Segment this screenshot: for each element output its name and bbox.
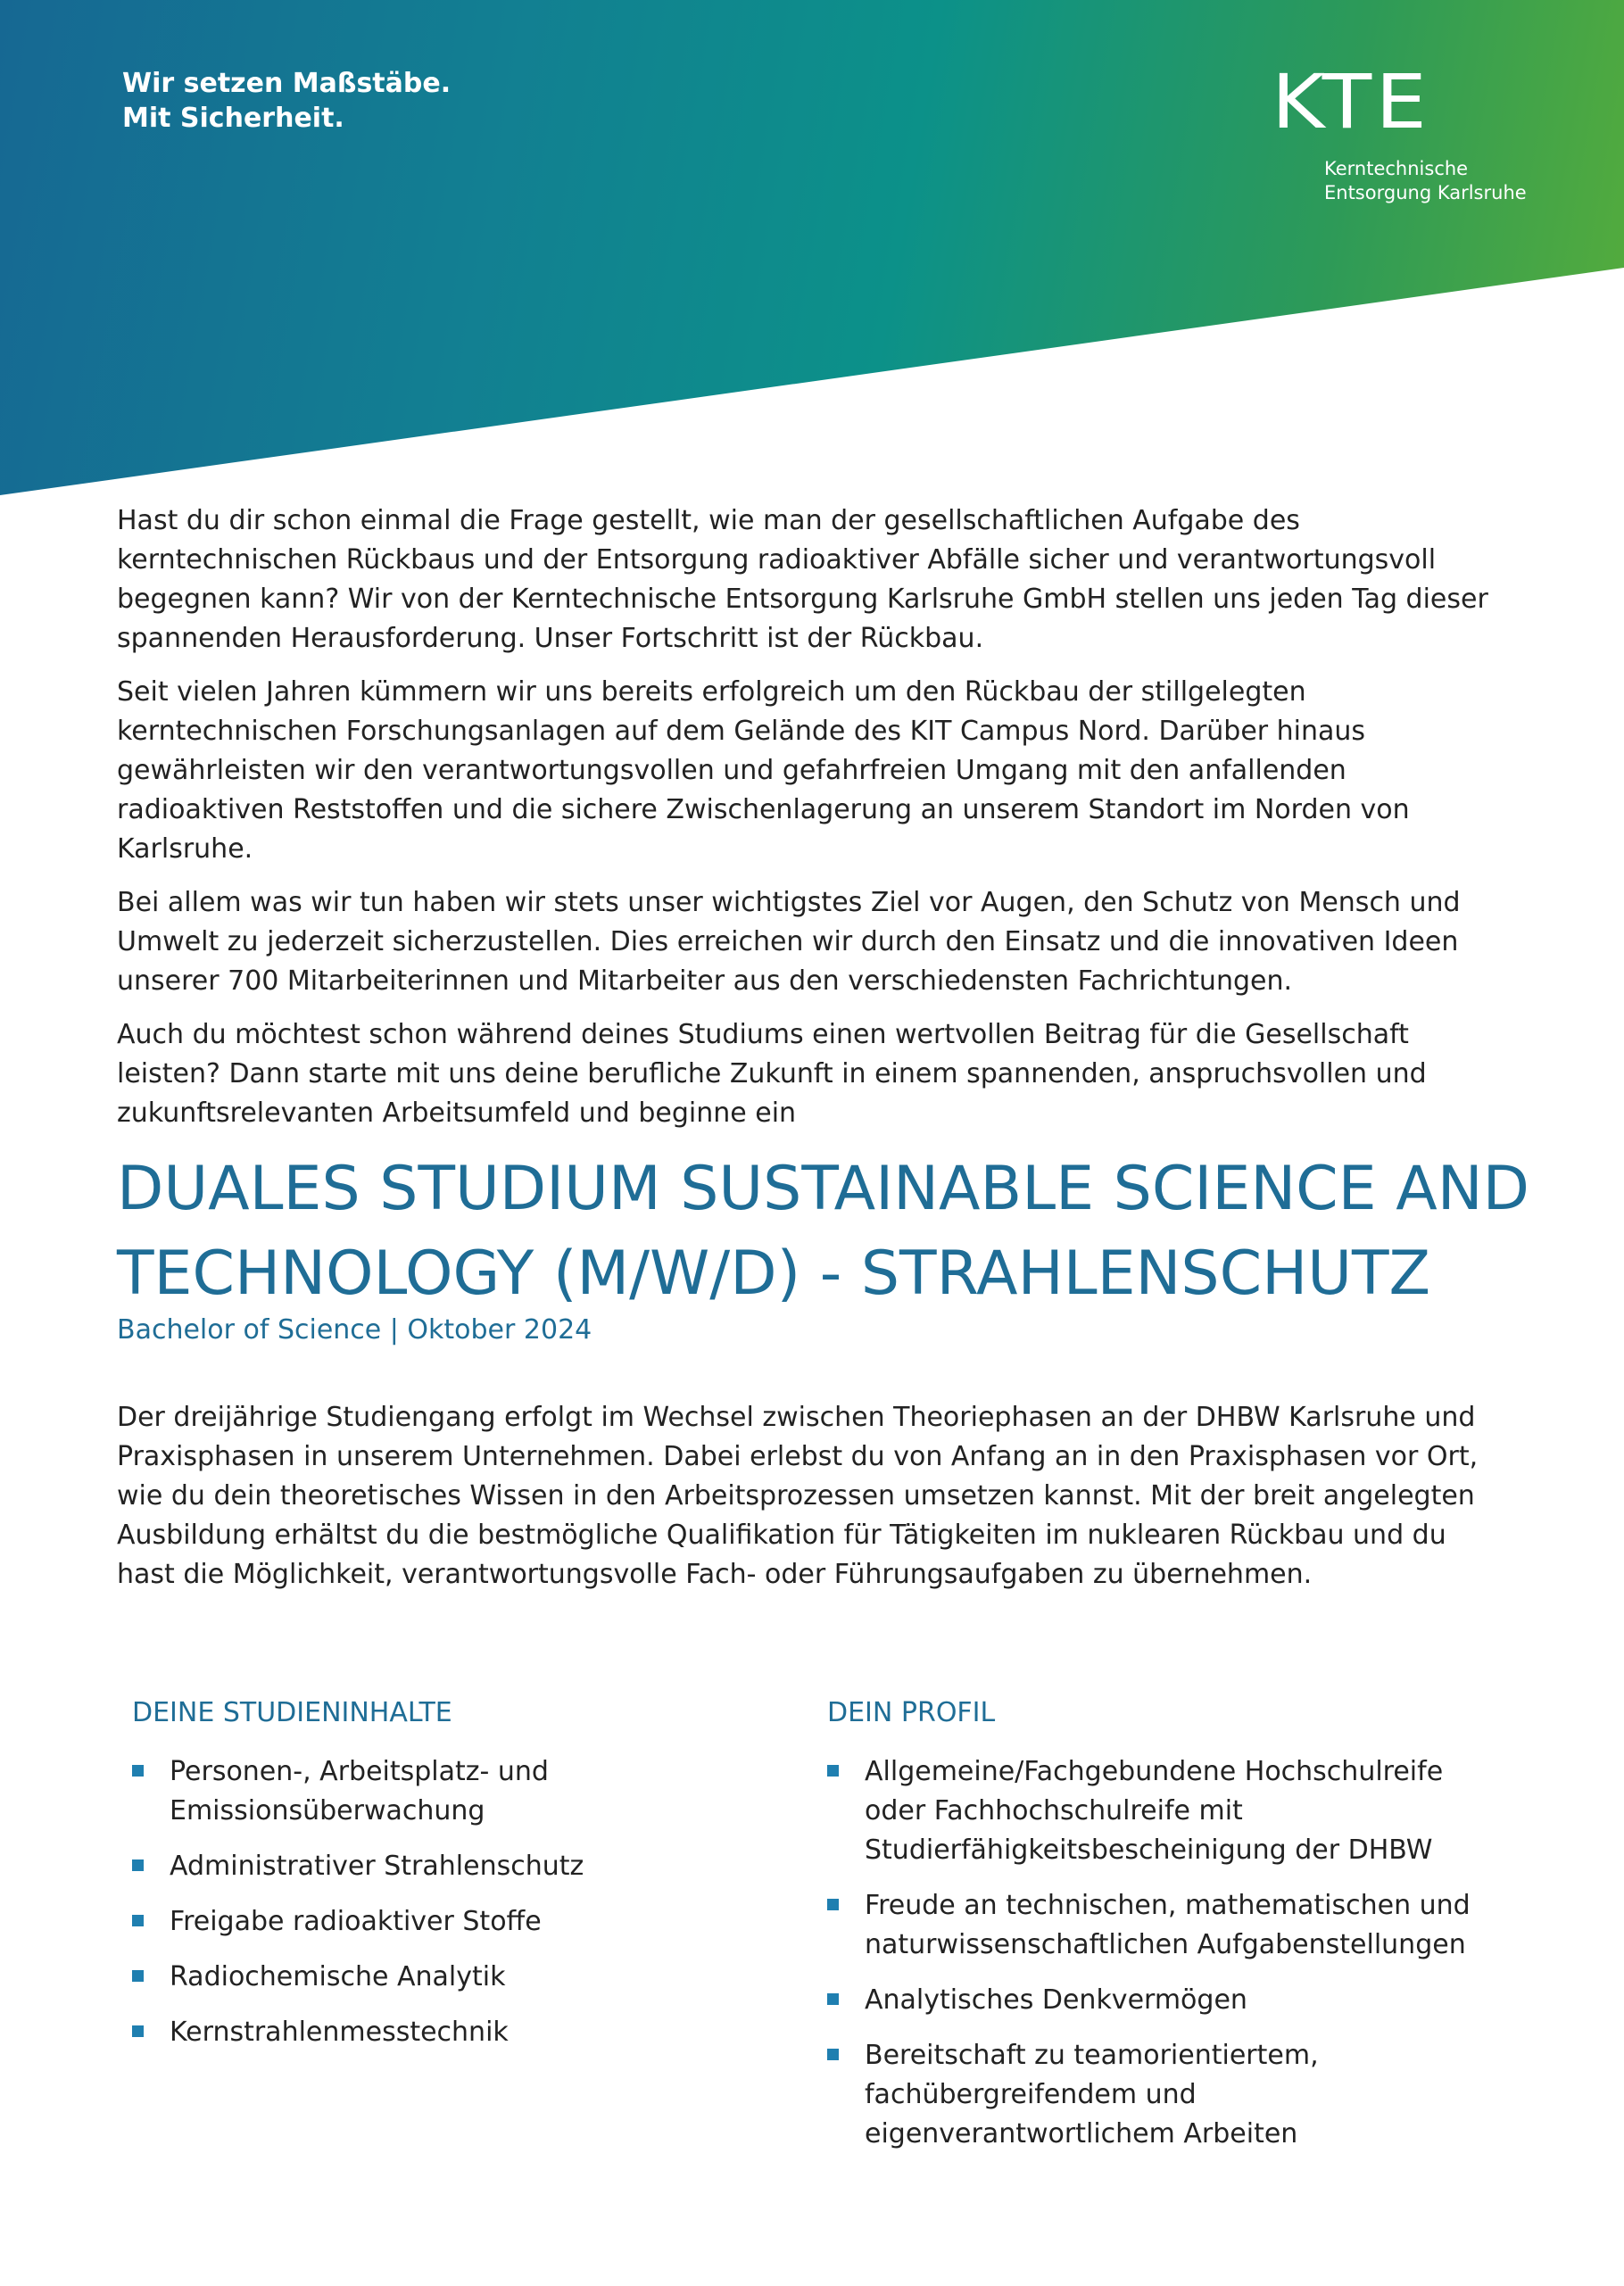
- list-item: [132, 2013, 792, 2052]
- logo-sub-line2: Entsorgung Karlsruhe: [1324, 182, 1527, 203]
- bullet-square-icon: [827, 1899, 839, 1910]
- kte-logo: [1272, 58, 1539, 205]
- intro-paragraph-2: Seit vielen Jahren kümmern wir uns bereits erfolgreich um den Rückbau der stillgelegten kerntechnischen Forschungsanlagen auf dem Gelände des KIT Campus Nord. Darüber hinaus gewährleisten wir den verantwortungsvollen und gefahrfreien Umgang mit den anfallenden radioaktiven Reststoffen und die sichere Zwischenlagerung an unserem Standort im Norden von Karlsruhe.: [117, 676, 1410, 865]
- bullet-square-icon: [827, 1993, 839, 2005]
- logo-sub-line1: Kerntechnische: [1324, 158, 1469, 179]
- profil-heading: DEIN PROFIL: [827, 1697, 996, 1728]
- program-description: Der dreijährige Studiengang erfolgt im Wechsel zwischen Theoriephasen an der DHBW Karlsruhe und Praxisphasen in unserem Unternehmen. Dabei erlebst du von Anfang an in den Praxisphasen vor Ort, wie du dein theoretisches Wissen in den Arbeitsprozessen umsetzen kannst. Mit der breit angelegten Ausbildung erhältst du die bestmögliche Qualifikation für Tätigkeiten im nuklearen Rückbau und du hast die Möglichkeit, verantwortungsvolle Fach- oder Führungsaufgaben zu übernehmen.: [117, 1402, 1479, 1590]
- profil-section: [827, 1695, 1487, 2170]
- bullet-square-icon: [132, 1765, 144, 1777]
- bullet-square-icon: [132, 1915, 144, 1926]
- list-item: [827, 1886, 1487, 1965]
- list-item-text: Freigabe radioaktiver Stoffe: [170, 1906, 542, 1937]
- list-item: [132, 1958, 792, 1997]
- list-item: [827, 2036, 1487, 2154]
- studieninhalte-list: [132, 1752, 792, 2052]
- bullet-square-icon: [827, 1765, 839, 1777]
- bullet-square-icon: [827, 2049, 839, 2060]
- logo-mark: KTE: [1272, 58, 1431, 145]
- list-item: [132, 1752, 792, 1831]
- list-item-text: Freude an technischen, mathematischen und naturwissenschaftlichen Aufgabenstellungen: [865, 1890, 1471, 1960]
- list-item: [827, 1981, 1487, 2020]
- list-item: [132, 1902, 792, 1942]
- logo-subtitle: [1324, 157, 1539, 205]
- list-item: [132, 1847, 792, 1886]
- profil-list: [827, 1752, 1487, 2154]
- list-item-text: Radiochemische Analytik: [170, 1961, 506, 1992]
- list-item-text: Personen-, Arbeitsplatz- und Emissionsüberwachung: [170, 1756, 549, 1826]
- list-item-text: Kernstrahlenmesstechnik: [170, 2017, 509, 2048]
- bullet-square-icon: [132, 1859, 144, 1871]
- tagline: [122, 66, 451, 136]
- intro-paragraph-3: Bei allem was wir tun haben wir stets unser wichtigstes Ziel vor Augen, den Schutz von Mensch und Umwelt zu jederzeit sicherzustellen. Dies erreichen wir durch den Einsatz und die innovativen Ideen unserer 700 Mitarbeiterinnen und Mitarbeiter aus den verschiedensten Fachrichtungen.: [117, 887, 1461, 997]
- intro-text: [117, 501, 1509, 1147]
- intro-paragraph-1: Hast du dir schon einmal die Frage gestellt, wie man der gesellschaftlichen Aufgabe des kerntechnischen Rückbaus und der Entsorgung radioaktiver Abfälle sicher und verantwortungsvoll begegnen kann? Wir von der Kerntechnische Entsorgung Karlsruhe GmbH stellen uns jeden Tag dieser spannenden Herausforderung. Unser Fortschritt ist der Rückbau.: [117, 505, 1488, 654]
- bullet-square-icon: [132, 2025, 144, 2037]
- studieninhalte-heading: DEINE STUDIENINHALTE: [132, 1697, 452, 1728]
- list-item-text: Administrativer Strahlenschutz: [170, 1851, 584, 1882]
- tagline-line2: Mit Sicherheit.: [122, 103, 344, 134]
- page-title: [117, 1147, 1545, 1316]
- intro-paragraph-4: Auch du möchtest schon während deines Studiums einen wertvollen Beitrag für die Gesellschaft leisten? Dann starte mit uns deine berufliche Zukunft in einem spannenden, anspruchsvollen und zukunftsrelevanten Arbeitsumfeld und beginne ein: [117, 1019, 1427, 1129]
- tagline-line1: Wir setzen Maßstäbe.: [122, 68, 452, 99]
- studieninhalte-section: [132, 1695, 792, 2068]
- title-line1: DUALES STUDIUM SUSTAINABLE SCIENCE AND: [117, 1154, 1529, 1224]
- bullet-square-icon: [132, 1970, 144, 1982]
- list-item-text: Allgemeine/Fachgebundene Hochschulreife oder Fachhochschulreife mit Studierfähigkeitsbescheinigung der DHBW: [865, 1756, 1444, 1866]
- list-item-text: Analytisches Denkvermögen: [865, 1984, 1247, 2016]
- list-item: [827, 1752, 1487, 1870]
- list-item-text: Bereitschaft zu teamorientiertem, fachübergreifendem und eigenverantwortlichem Arbeiten: [865, 2040, 1319, 2149]
- page-subtitle: Bachelor of Science | Oktober 2024: [117, 1314, 592, 1346]
- title-line2: TECHNOLOGY (M/W/D) - STRAHLENSCHUTZ: [117, 1238, 1431, 1309]
